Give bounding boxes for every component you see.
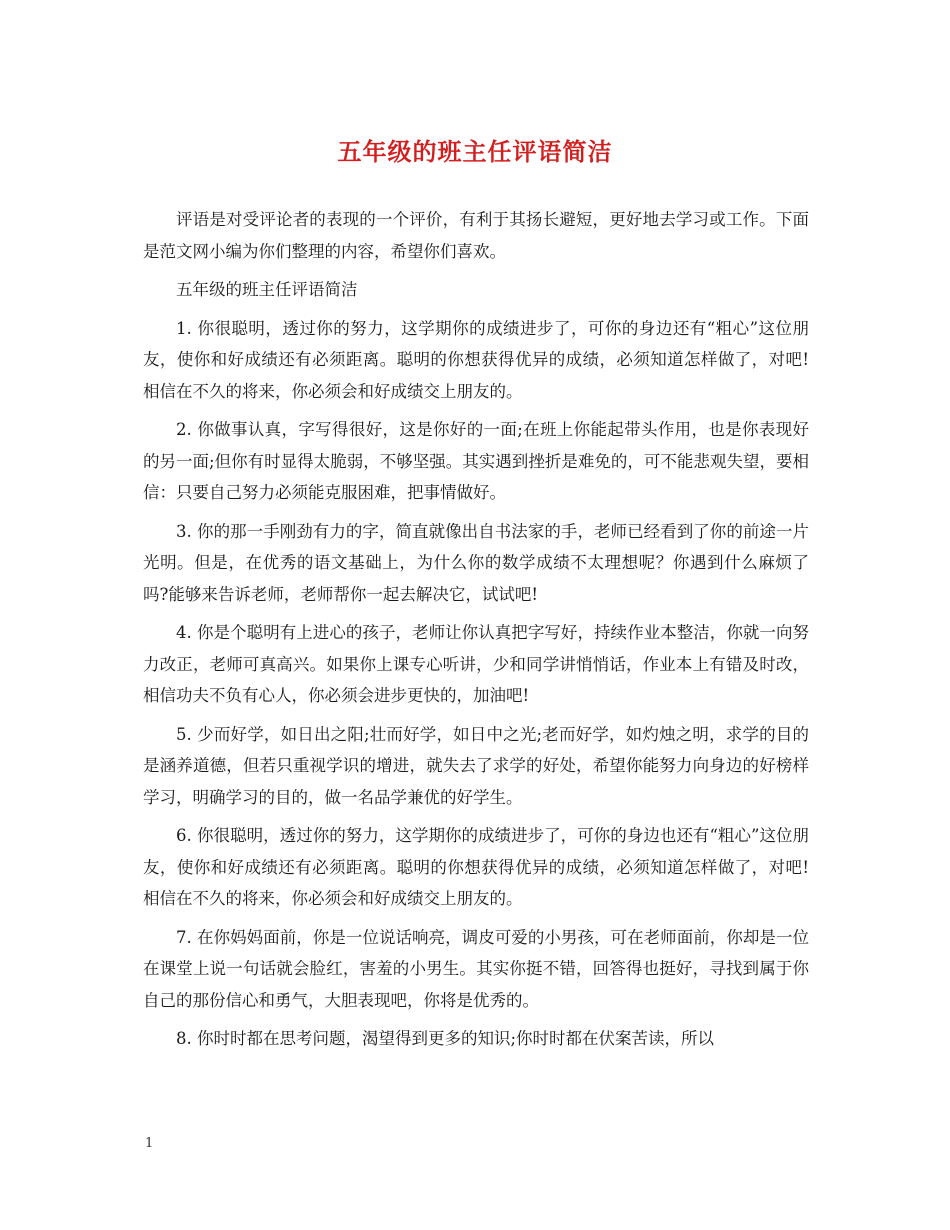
comment-paragraph-2: 2. 你做事认真，字写得很好，这是你好的一面;在班上你能起带头作用，也是你表现好的另一面;但你有时显得太脆弱，不够坚强。其实遇到挫折是难免的，可不能悲观失望，要相信：只要自己努力必须能克服困难，把事情做好。 [143,420,809,502]
comment-paragraph-6: 6. 你很聪明，透过你的努力，这学期你的成绩进步了，可你的身边也还有“粗心”这位朋友，使你和好成绩还有必须距离。聪明的你想获得优异的成绩，必须知道怎样做了，对吧!相信在不久的将来，你必须会和好成绩交上朋友的。 [143,826,809,908]
comment-paragraph-7: 7. 在你妈妈面前，你是一位说话响亮，调皮可爱的小男孩，可在老师面前，你却是一位在课堂上说一句话就会脸红，害羞的小男生。其实你挺不错，回答得也挺好，寻找到属于你自己的那份信心和勇气，大胆表现吧，你将是优秀的。 [143,927,809,1010]
document-body [143,204,809,1062]
comment-paragraph-8: 8. 你时时都在思考问题，渴望得到更多的知识;你时时都在伏案苦读，所以 [176,1029,715,1048]
comment-paragraph-3: 3. 你的那一手刚劲有力的字，简直就像出自书法家的手，老师已经看到了你的前途一片光明。但是，在优秀的语文基础上，为什么你的数学成绩不太理想呢？你遇到什么麻烦了吗?能够来告诉老师，老师帮你一起去解决它，试试吧! [143,521,809,604]
comment-paragraph-5: 5. 少而好学，如日出之阳;壮而好学，如日中之光;老而好学，如灼烛之明，求学的目的是涵养道德，但若只重视学识的增进，就失去了求学的好处，希望你能努力向身边的好榜样学习，明确学习的目的，做一名品学兼优的好学生。 [143,724,809,807]
comment-paragraph-4: 4. 你是个聪明有上进心的孩子，老师让你认真把字写好，持续作业本整洁，你就一向努力改正，老师可真高兴。如果你上课专心听讲，少和同学讲悄悄话，作业本上有错及时改，相信功夫不负有心人，你必须会进步更快的，加油吧! [143,623,809,705]
page-number: 1 [145,1136,154,1151]
intro-paragraph: 评语是对受评论者的表现的一个评价，有利于其扬长避短，更好地去学习或工作。下面是范文网小编为你们整理的内容，希望你们喜欢。 [143,210,809,261]
section-heading: 五年级的班主任评语简洁 [176,280,358,299]
comment-paragraph-1: 1. 你很聪明，透过你的努力，这学期你的成绩进步了，可你的身边还有“粗心”这位朋友，使你和好成绩还有必须距离。聪明的你想获得优异的成绩，必须知道怎样做了，对吧!相信在不久的将来，你必须会和好成绩交上朋友的。 [143,318,809,401]
document-title: 五年级的班主任评语简洁 [337,137,613,166]
